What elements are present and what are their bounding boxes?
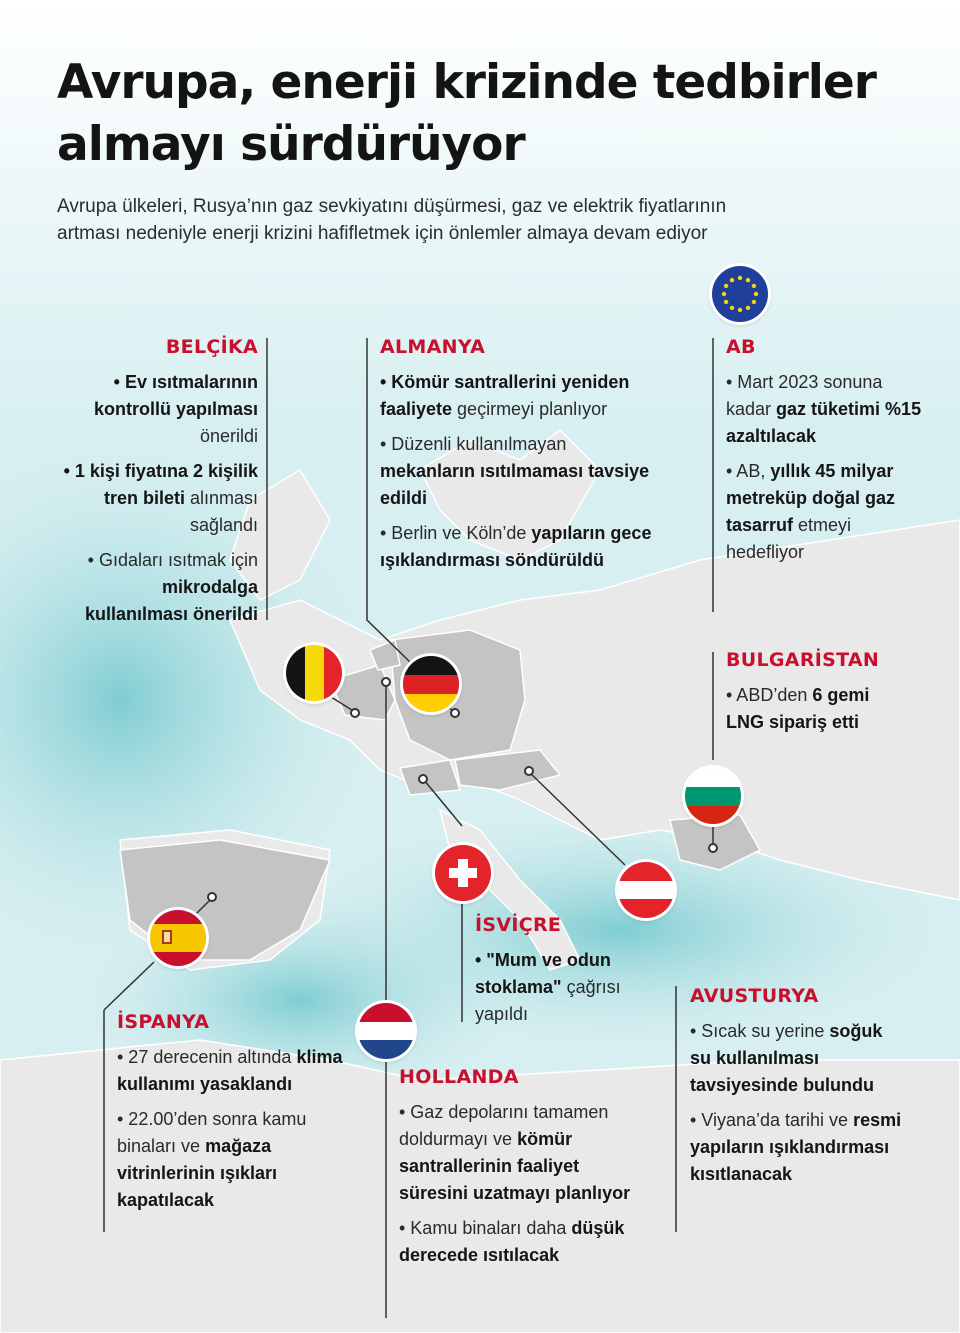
switzerland-flag-icon: [435, 845, 491, 901]
almanya-item-text: • Berlin ve Köln’de: [380, 523, 532, 543]
ispanya-item-text: mağaza vitrinlerinin ışıkları kapatılacak: [117, 1136, 278, 1210]
eu-flag-icon: [712, 266, 768, 322]
almanya-item-text: yapıların gece ışıklandırması söndürüldü: [380, 523, 652, 570]
almanya-item: [380, 520, 660, 574]
avusturya-item: [690, 1018, 905, 1099]
bulgaristan-items: [726, 682, 886, 736]
ispanya-item: [117, 1106, 357, 1214]
austria-flag-icon: [618, 862, 674, 918]
avusturya-item-text: • Viyana’da tarihi ve: [690, 1110, 854, 1130]
bulgaria-pin: [708, 843, 718, 853]
belcika-items: [56, 369, 258, 628]
austria-pin: [524, 766, 534, 776]
isvicre-title: İSVİÇRE: [475, 914, 562, 936]
hollanda-item: [399, 1215, 639, 1269]
hollanda-title: HOLLANDA: [399, 1066, 519, 1088]
bulgaria-flag-icon: [685, 768, 741, 824]
netherlands-flag-icon: [358, 1003, 414, 1059]
almanya-title: ALMANYA: [380, 336, 486, 358]
belgium-pin: [350, 708, 360, 718]
hollanda-block: [399, 1063, 639, 1269]
ispanya-item-text: • 22.00’den sonra kamu binaları ve: [117, 1109, 307, 1156]
spain-pin: [207, 892, 217, 902]
almanya-item-text: • Düzenli kullanılmayan: [380, 434, 567, 454]
avusturya-block: [690, 982, 905, 1188]
isvicre-item-text: • "Mum ve odun stoklama": [475, 950, 611, 997]
bulgaristan-item: [726, 682, 886, 736]
almanya-item: [380, 369, 660, 423]
bulgaristan-item-text: • ABD’den: [726, 685, 813, 705]
ab-item: [726, 458, 926, 566]
almanya-item-text: • Kömür santrallerini yeniden faaliyete: [380, 372, 630, 419]
hollanda-items: [399, 1099, 639, 1269]
ab-title: AB: [726, 336, 756, 358]
belcika-item-text: mikrodalga kullanılması önerildi: [84, 577, 258, 624]
germany-flag-icon: [403, 656, 459, 712]
ispanya-item-text: • 27 derecenin altında: [117, 1047, 297, 1067]
avusturya-items: [690, 1018, 905, 1188]
hollanda-item: [399, 1099, 639, 1207]
netherlands-pin: [381, 677, 391, 687]
page-title: Avrupa, enerji krizinde tedbirler almayı sürdürüyor: [57, 55, 876, 172]
hollanda-item-text: düşük derecede ısıtılacak: [399, 1218, 625, 1265]
belgium-flag-icon: [286, 645, 342, 701]
belcika-item: [56, 369, 258, 450]
almanya-items: [380, 369, 660, 574]
ab-item-text: etmeyi hedefliyor: [726, 515, 852, 562]
belcika-item: [56, 547, 258, 628]
almanya-block: [380, 333, 660, 574]
avusturya-item: [690, 1107, 905, 1188]
switzerland-pin: [418, 774, 428, 784]
germany-pin: [450, 708, 460, 718]
ispanya-item: [117, 1044, 357, 1098]
avusturya-item-text: • Sıcak su yerine: [690, 1021, 830, 1041]
bulgaristan-item-text: 6 gemi LNG sipariş etti: [726, 685, 870, 732]
almanya-item-text: mekanların ısıtılmaması tavsiye edildi: [380, 461, 650, 508]
ispanya-item-text: klima kullanımı yasaklandı: [117, 1047, 343, 1094]
ab-block: [726, 333, 926, 566]
hollanda-item-text: • Kamu binaları daha: [399, 1218, 572, 1238]
ispanya-title: İSPANYA: [117, 1011, 210, 1033]
almanya-item-text: geçirmeyi planlıyor: [452, 399, 608, 419]
almanya-item: [380, 431, 660, 512]
bulgaristan-title: BULGARİSTAN: [726, 649, 880, 671]
ispanya-items: [117, 1044, 357, 1214]
belcika-item-text: • Ev ısıtmalarının kontrollü yapılması: [93, 372, 258, 419]
avusturya-item-text: resmi yapıların ışıklandırması kısıtlanacak: [690, 1110, 902, 1184]
ab-item-text: gaz tüketimi %15 azaltılacak: [726, 399, 922, 446]
avusturya-title: AVUSTURYA: [690, 985, 819, 1007]
ab-item-text: • AB,: [726, 461, 771, 481]
hollanda-item-text: • Gaz depolarını tamamen doldurmayı ve: [399, 1102, 609, 1149]
belcika-item-text: • 1 kişi fiyatına 2 kişilik tren bileti: [63, 461, 258, 508]
belcika-item-text: alınması sağlandı: [184, 488, 258, 535]
belcika-block: [56, 333, 258, 628]
isvicre-items: [475, 947, 655, 1028]
spain-flag-icon: [150, 910, 206, 966]
ispanya-block: [117, 1008, 357, 1214]
ab-item: [726, 369, 926, 450]
ab-items: [726, 369, 926, 566]
isvicre-block: [475, 911, 655, 1028]
avusturya-item-text: soğuk su kullanılması tavsiyesinde bulundu: [690, 1021, 883, 1095]
isvicre-item-text: çağrısı yapıldı: [475, 977, 621, 1024]
isvicre-item: [475, 947, 655, 1028]
belcika-item: [56, 458, 258, 539]
hollanda-item-text: kömür santrallerinin faaliyet süresini uzatmayı planlıyor: [399, 1129, 631, 1203]
belcika-item-text: önerildi: [199, 426, 258, 446]
bulgaristan-block: [726, 646, 886, 736]
ab-item-text: • Mart 2023 sonuna kadar: [726, 372, 883, 419]
ab-item-text: yıllık 45 milyar metreküp doğal gaz tasarruf: [726, 461, 896, 535]
belcika-item-text: • Gıdaları ısıtmak için: [87, 550, 258, 570]
page-subtitle: Avrupa ülkeleri, Rusya’nın gaz sevkiyatını düşürmesi, gaz ve elektrik fiyatlarının artması nedeniyle enerji krizini hafifletmek için önlemler almaya devam ediyor: [57, 196, 727, 244]
belcika-title: BELÇİKA: [165, 336, 258, 358]
